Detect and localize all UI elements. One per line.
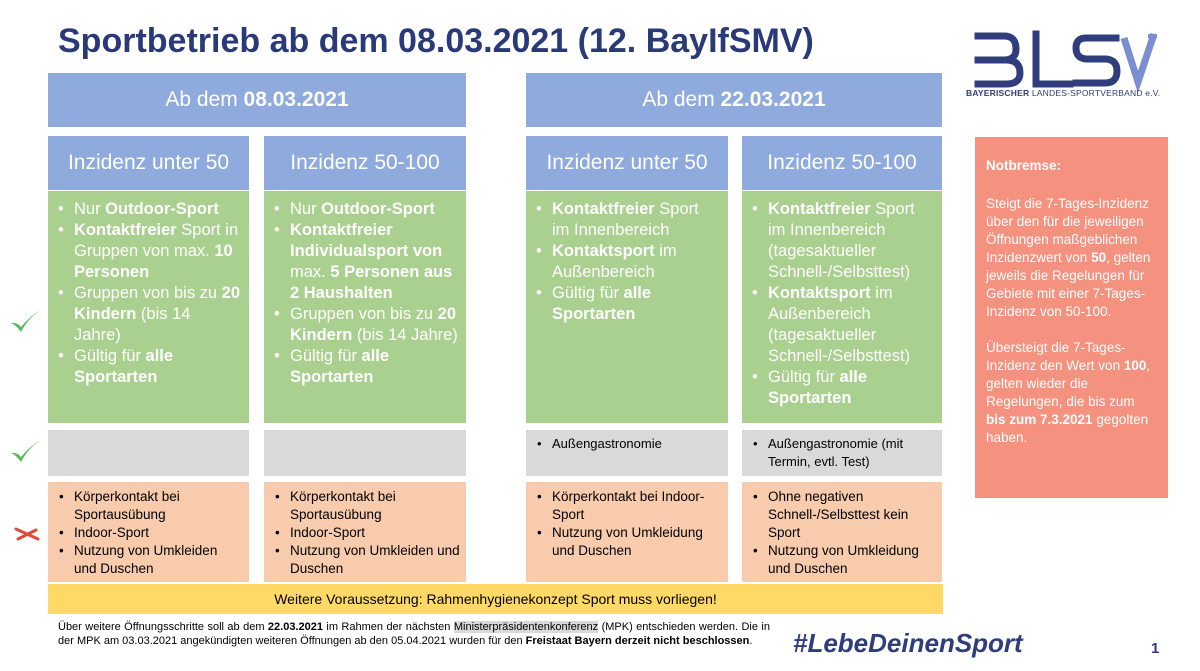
list-item: • Indoor-Sport: [290, 524, 460, 542]
gastro-box-4: [742, 430, 942, 476]
forbidden-box-1: [48, 482, 249, 582]
list-item: • Nutzung von Umkleiden und Duschen: [290, 542, 460, 578]
check-icon: [8, 436, 44, 466]
list-item: • Gültig für alle Sportarten: [74, 346, 241, 388]
list-item: • Außengastronomie (mit Termin, evtl. Test): [768, 435, 936, 471]
list-item: • Kontaktsport im Außenbereich (tagesaktueller Schnell-/Selbsttest): [768, 283, 934, 367]
page-number: 1: [1151, 640, 1160, 657]
list-item: • Gruppen von bis zu 20 Kindern (bis 14 Jahre): [74, 283, 241, 346]
allowed-box-2: [264, 191, 466, 423]
allowed-box-1: [48, 191, 249, 423]
column-header-4: Inzidenz 50-100: [742, 136, 942, 190]
list-item: • Ohne negativen Schnell-/Selbsttest kein Sport: [768, 488, 936, 542]
list-item: • Kontaktfreier Sport im Innenbereich (tagesaktueller Schnell-/Selbsttest): [768, 199, 934, 283]
list-item: • Nutzung von Umkleidung und Duschen: [552, 524, 722, 560]
forbidden-box-3: [526, 482, 728, 582]
list-item: • Nutzung von Umkleiden und Duschen: [74, 542, 243, 578]
list-item: • Nur Outdoor-Sport: [74, 199, 241, 220]
column-header-3: Inzidenz unter 50: [526, 136, 728, 190]
notbremse-box: [975, 137, 1168, 498]
list-item: • Nutzung von Umkleidung und Duschen: [768, 542, 936, 578]
allowed-box-3: [526, 191, 728, 423]
blsv-tagline: BAYERISCHER LANDES-SPORTVERBAND e.V.: [966, 88, 1161, 98]
list-item: • Kontaktfreier Sport im Innenbereich: [552, 199, 720, 241]
list-item: • Kontaktsport im Außenbereich: [552, 241, 720, 283]
hashtag: #LebeDeinenSport: [793, 628, 1023, 658]
list-item: • Gruppen von bis zu 20 Kindern (bis 14 Jahre): [290, 304, 458, 346]
list-item: • Außengastronomie: [552, 435, 722, 453]
notbremse-paragraph-2: Übersteigt die 7-Tages-Inzidenz den Wert von 100, gelten wieder die Regelungen, die bis zum bis zum 7.3.2021 gegolten haben.: [986, 340, 1151, 445]
gastro-box-1: [48, 430, 249, 476]
forbidden-box-2: [264, 482, 466, 582]
requirement-bar: Weitere Voraussetzung: Rahmenhygienekonzept Sport muss vorliegen!: [48, 584, 943, 614]
list-item: • Indoor-Sport: [74, 524, 243, 542]
list-item: • Gültig für alle Sportarten: [768, 367, 934, 409]
allowed-box-4: [742, 191, 942, 423]
cross-icon: [14, 527, 40, 541]
gastro-box-3: [526, 430, 728, 476]
list-item: • Gültig für alle Sportarten: [290, 346, 458, 388]
notbremse-title: Notbremse:: [986, 158, 1062, 173]
forbidden-box-4: [742, 482, 942, 582]
list-item: • Kontaktfreier Sport in Gruppen von max. 10 Personen: [74, 220, 241, 283]
column-header-1: Inzidenz unter 50: [48, 136, 249, 190]
banner-22-03: Ab dem 22.03.2021: [526, 73, 942, 127]
page-title: Sportbetrieb ab dem 08.03.2021 (12. BayIfSMV): [58, 22, 814, 60]
list-item: • Körperkontakt bei Indoor-Sport: [552, 488, 722, 524]
list-item: • Körperkontakt bei Sportausübung: [74, 488, 243, 524]
list-item: • Kontaktfreier Individualsport von max. 5 Personen aus 2 Haushalten: [290, 220, 458, 304]
check-icon: [8, 306, 44, 336]
list-item: • Nur Outdoor-Sport: [290, 199, 458, 220]
gastro-box-2: [264, 430, 466, 476]
notbremse-paragraph-1: Steigt die 7-Tages-Inzidenz über den für die jeweiligen Öffnungen maßgeblichen Inzidenzwert von 50, gelten jeweils die Regelungen für Gebiete mit einer 7-Tages-Inzidenz von 50-100.: [986, 196, 1151, 319]
list-item: • Gültig für alle Sportarten: [552, 283, 720, 325]
banner-08-03: Ab dem 08.03.2021: [48, 73, 466, 127]
column-header-2: Inzidenz 50-100: [264, 136, 466, 190]
footnote: Über weitere Öffnungsschritte soll ab dem 22.03.2021 im Rahmen der nächsten Ministerpräsidentenkonferenz (MPK) entschieden werden. Die in der MPK am 03.03.2021 angekündigten weiteren Öffnungen ab den 05.04.2021 wurden für den Freistaat Bayern derzeit nicht beschlossen.: [58, 621, 770, 647]
list-item: • Körperkontakt bei Sportausübung: [290, 488, 460, 524]
